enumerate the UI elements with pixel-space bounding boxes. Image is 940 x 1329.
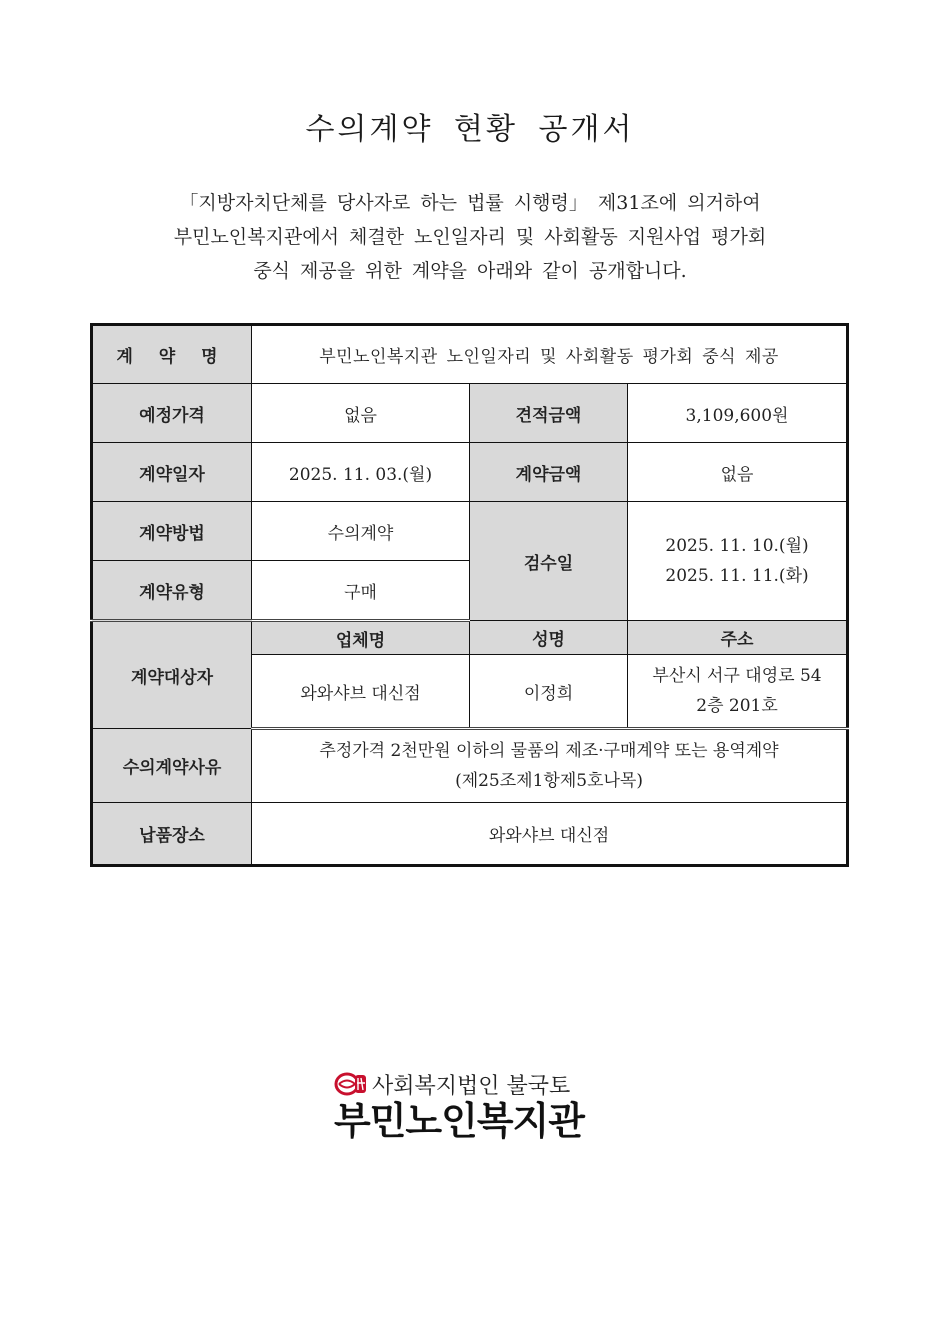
intro-paragraph — [0, 186, 940, 288]
logo-name: 부민노인복지관 — [334, 1099, 584, 1143]
label-contractor: 계약대상자 — [92, 621, 252, 729]
logo-subtitle: 사회복지법인 불국토 — [372, 1073, 571, 1099]
intro-line: 「지방자치단체를 당사자로 하는 법률 시행령」 제31조에 의거하여 — [179, 192, 761, 214]
col-company: 업체명 — [252, 621, 470, 655]
inspection-date-line: 2025. 11. 10.(월) — [665, 536, 809, 556]
value-inspection-date — [628, 502, 848, 621]
value-delivery-place: 와와샤브 대신점 — [252, 803, 848, 866]
value-estimated-price: 없음 — [252, 384, 470, 443]
value-person-name: 이정희 — [470, 655, 628, 729]
row-price — [92, 384, 848, 443]
intro-line: 중식 제공을 위한 계약을 아래와 같이 공개합니다. — [253, 260, 687, 282]
value-quote-amount: 3,109,600원 — [628, 384, 848, 443]
reason-line: 추정가격 2천만원 이하의 물품의 제조·구매계약 또는 용역계약 — [319, 741, 779, 761]
col-address: 주소 — [628, 621, 848, 655]
col-name: 성명 — [470, 621, 628, 655]
label-quote-amount: 견적금액 — [470, 384, 628, 443]
reason-line: (제25조제1항제5호나목) — [455, 771, 643, 791]
contract-table — [90, 323, 849, 867]
label-contract-date: 계약일자 — [92, 443, 252, 502]
label-inspection-date: 검수일 — [470, 502, 628, 621]
label-contract-type: 계약유형 — [92, 561, 252, 621]
value-contract-type: 구매 — [252, 561, 470, 621]
document-title: 수의계약 현황 공개서 — [305, 112, 635, 147]
intro-line: 부민노인복지관에서 체결한 노인일자리 및 사회활동 지원사업 평가회 — [173, 226, 767, 248]
row-contract-name — [92, 325, 848, 384]
address-line: 2층 201호 — [696, 696, 778, 716]
inspection-date-line: 2025. 11. 11.(화) — [665, 566, 809, 586]
value-company: 와와샤브 대신점 — [252, 655, 470, 729]
value-contract-method: 수의계약 — [252, 502, 470, 561]
label-contract-name: 계 약 명 — [92, 325, 252, 384]
row-contractor-header — [92, 621, 848, 655]
label-delivery-place: 납품장소 — [92, 803, 252, 866]
label-reason: 수의계약사유 — [92, 729, 252, 803]
value-address — [628, 655, 848, 729]
row-reason — [92, 729, 848, 803]
value-contract-name: 부민노인복지관 노인일자리 및 사회활동 평가회 중식 제공 — [252, 325, 848, 384]
label-contract-amount: 계약금액 — [470, 443, 628, 502]
row-delivery — [92, 803, 848, 866]
value-contract-date: 2025. 11. 03.(월) — [252, 443, 470, 502]
row-date-amount — [92, 443, 848, 502]
label-contract-method: 계약방법 — [92, 502, 252, 561]
organization-logo — [334, 1068, 614, 1142]
logo-top-row — [334, 1068, 614, 1100]
value-reason — [252, 729, 848, 803]
seal-icon — [334, 1071, 368, 1097]
value-contract-amount: 없음 — [628, 443, 848, 502]
address-line: 부산시 서구 대영로 54 — [652, 666, 822, 686]
label-estimated-price: 예정가격 — [92, 384, 252, 443]
row-method — [92, 502, 848, 561]
